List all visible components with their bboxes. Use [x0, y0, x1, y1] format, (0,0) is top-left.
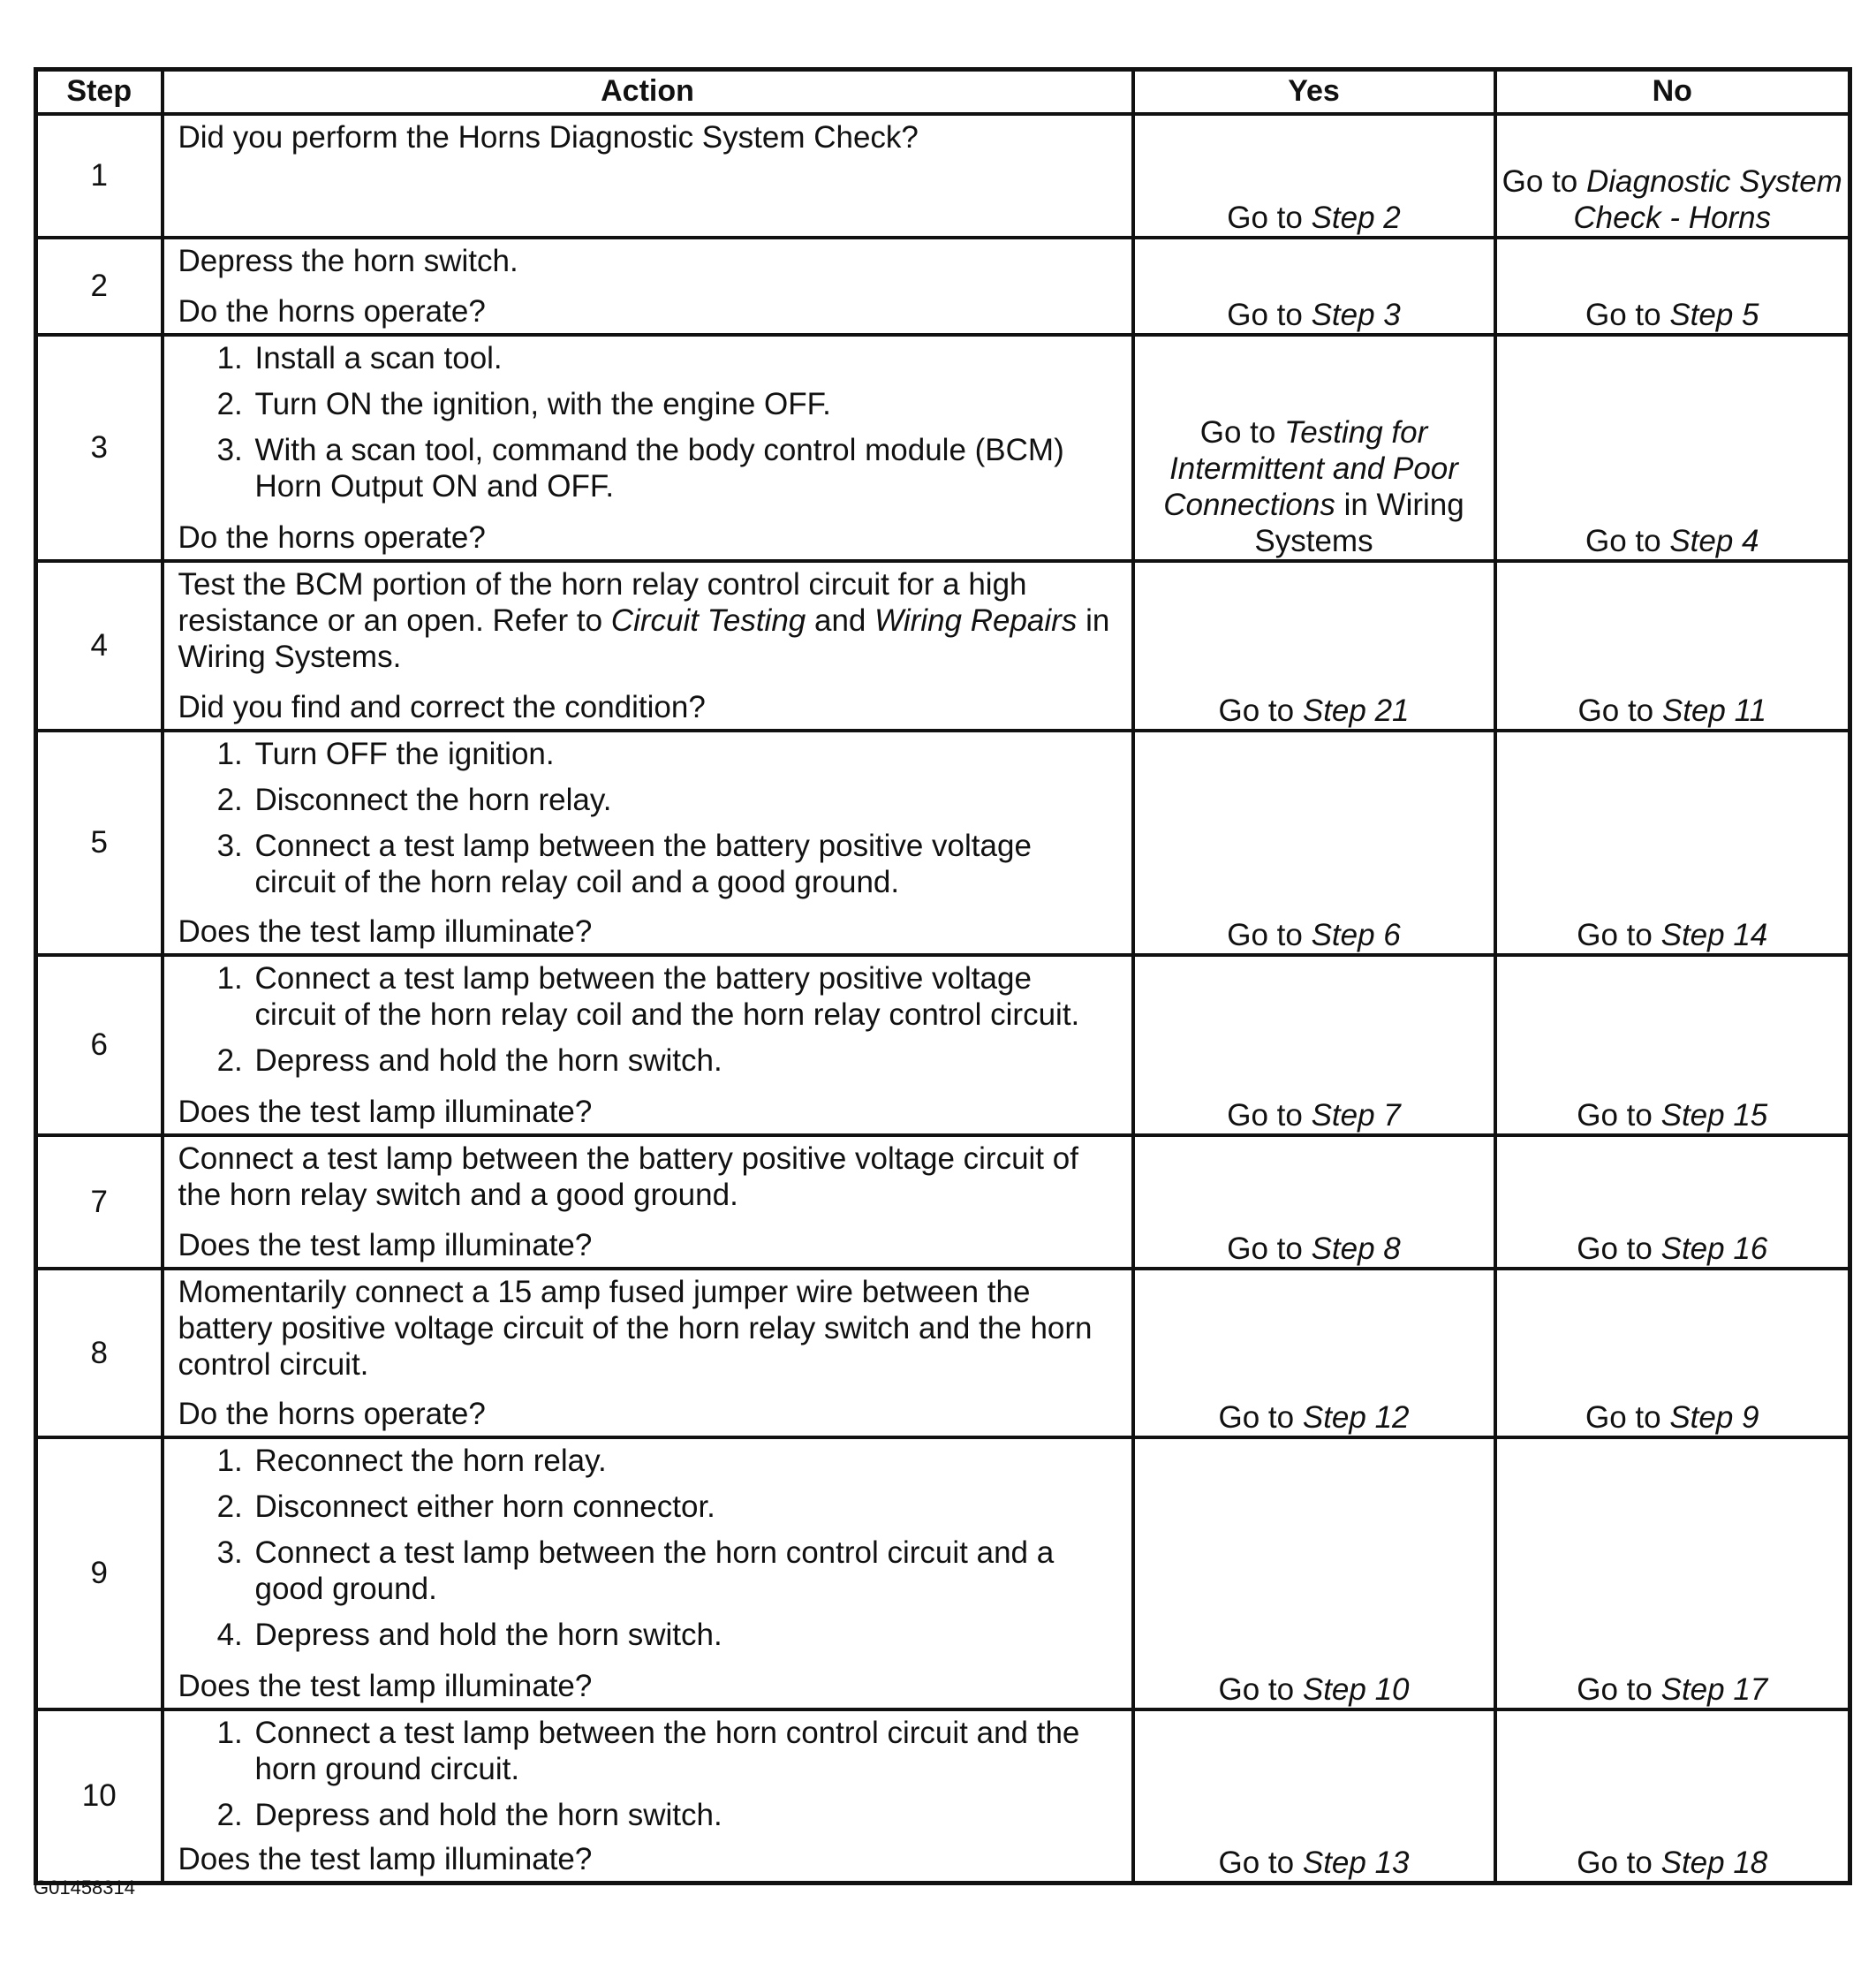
yes-target-suffix: in Wiring Systems — [1254, 487, 1464, 558]
action-question: Does the test lamp illuminate? — [178, 1668, 593, 1703]
action-steps-list — [178, 1443, 1119, 1653]
action-cell — [163, 1709, 1133, 1883]
action-cell — [163, 238, 1133, 335]
table-row — [36, 114, 1850, 238]
no-step-link: Step 4 — [1669, 523, 1759, 558]
yes-result — [1133, 731, 1495, 955]
no-result — [1495, 1437, 1850, 1709]
action-cell — [163, 1135, 1133, 1269]
action-question: Did you find and correct the condition? — [178, 689, 706, 724]
diagnostic-table — [34, 67, 1852, 1885]
action-step-item: 1. Reconnect the horn relay. — [252, 1443, 1119, 1479]
step-number: 2 — [36, 238, 163, 335]
action-question: Does the test lamp illuminate? — [178, 1841, 593, 1876]
no-step-link: Diagnostic System Check - Horns — [1573, 163, 1842, 235]
table-body — [36, 114, 1850, 1883]
no-result — [1495, 238, 1850, 335]
action-step-item: 2. Depress and hold the horn switch. — [252, 1042, 1119, 1079]
go-to-label: Go to — [1577, 1845, 1653, 1880]
action-body — [178, 960, 1119, 1079]
no-result — [1495, 1709, 1850, 1883]
action-text: Depress the horn switch. — [178, 243, 518, 278]
yes-step-link: Step 12 — [1302, 1399, 1410, 1435]
figure-id: G01458314 — [34, 1876, 135, 1899]
no-step-link: Step 16 — [1660, 1231, 1768, 1266]
action-cell — [163, 114, 1133, 238]
action-body — [178, 119, 1119, 155]
no-step-link: Step 18 — [1660, 1845, 1768, 1880]
go-to-label: Go to — [1218, 1845, 1295, 1880]
table-row — [36, 1269, 1850, 1437]
action-question: Do the horns operate? — [178, 1396, 486, 1431]
action-steps-list — [178, 960, 1119, 1079]
action-question: Do the horns operate? — [178, 519, 486, 555]
no-result — [1495, 114, 1850, 238]
action-step-item: 2. Disconnect the horn relay. — [252, 782, 1119, 818]
action-step-item: 1. Connect a test lamp between the horn control circuit and the horn ground circuit. — [252, 1715, 1119, 1787]
action-body — [178, 1141, 1119, 1213]
yes-result — [1133, 1709, 1495, 1883]
table-row — [36, 1135, 1850, 1269]
action-cell — [163, 335, 1133, 561]
action-content — [164, 1711, 1131, 1881]
action-text: Did you perform the Horns Diagnostic System Check? — [178, 119, 919, 155]
no-step-link: Step 17 — [1660, 1671, 1768, 1707]
action-step-item: 2. Depress and hold the horn switch. — [252, 1797, 1119, 1833]
action-content — [164, 732, 1131, 953]
yes-step-link: Step 3 — [1311, 297, 1401, 332]
action-steps-list — [178, 1715, 1119, 1833]
action-step-item: 2. Disconnect either horn connector. — [252, 1489, 1119, 1525]
step-column-header: Step — [36, 70, 163, 114]
table-row — [36, 955, 1850, 1135]
action-text: Momentarily connect a 15 amp fused jumper wire between the battery positive voltage circuit of the horn relay switch and the horn control circuit. — [178, 1274, 1093, 1382]
go-to-label: Go to — [1585, 523, 1661, 558]
yes-result — [1133, 335, 1495, 561]
yes-step-link: Step 8 — [1311, 1231, 1401, 1266]
yes-result — [1133, 1269, 1495, 1437]
action-question: Does the test lamp illuminate? — [178, 913, 593, 949]
table-row — [36, 1709, 1850, 1883]
action-content — [164, 957, 1131, 1133]
action-question: Does the test lamp illuminate? — [178, 1094, 593, 1129]
action-cell — [163, 561, 1133, 731]
action-step-item: 4. Depress and hold the horn switch. — [252, 1617, 1119, 1653]
no-column-header: No — [1495, 70, 1850, 114]
yes-result — [1133, 1437, 1495, 1709]
no-step-link: Step 9 — [1669, 1399, 1759, 1435]
yes-step-link: Step 21 — [1302, 693, 1410, 728]
yes-step-link: Step 10 — [1302, 1671, 1410, 1707]
action-steps-list — [178, 340, 1119, 504]
action-text-part: Test the BCM portion of the horn relay control circuit for a high resistance or an open. Refer to — [178, 566, 1027, 638]
go-to-label: Go to — [1577, 917, 1653, 952]
go-to-label: Go to — [1585, 1399, 1661, 1435]
no-step-link: Step 5 — [1669, 297, 1759, 332]
no-step-link: Step 15 — [1660, 1097, 1768, 1133]
action-content — [164, 337, 1131, 559]
action-body — [178, 1715, 1119, 1833]
go-to-label: Go to — [1218, 693, 1295, 728]
action-content — [164, 1137, 1131, 1267]
step-number: 3 — [36, 335, 163, 561]
step-number: 1 — [36, 114, 163, 238]
yes-result — [1133, 1135, 1495, 1269]
action-content — [164, 239, 1131, 333]
step-number: 10 — [36, 1709, 163, 1883]
no-result — [1495, 955, 1850, 1135]
action-text-part: in Wiring Systems. — [178, 603, 1110, 674]
action-step-item: 3. With a scan tool, command the body control module (BCM) Horn Output ON and OFF. — [252, 432, 1119, 504]
action-steps-list — [178, 736, 1119, 900]
action-text: Connect a test lamp between the battery positive voltage circuit of the horn relay switch and a good ground. — [178, 1141, 1078, 1212]
action-body — [178, 1274, 1119, 1383]
table-row — [36, 238, 1850, 335]
action-text-part: and — [814, 603, 866, 638]
yes-result — [1133, 114, 1495, 238]
yes-result — [1133, 561, 1495, 731]
yes-result — [1133, 238, 1495, 335]
yes-result — [1133, 955, 1495, 1135]
action-question: Do the horns operate? — [178, 293, 486, 329]
step-number: 6 — [36, 955, 163, 1135]
go-to-label: Go to — [1218, 1399, 1295, 1435]
go-to-label: Go to — [1227, 917, 1303, 952]
action-body — [178, 243, 1119, 279]
header-row — [36, 70, 1850, 114]
table-row — [36, 561, 1850, 731]
step-number: 7 — [36, 1135, 163, 1269]
action-body — [178, 566, 1119, 675]
action-step-item: 3. Connect a test lamp between the horn control circuit and a good ground. — [252, 1535, 1119, 1607]
action-cell — [163, 1269, 1133, 1437]
go-to-label: Go to — [1585, 297, 1661, 332]
action-step-item: 3. Connect a test lamp between the battery positive voltage circuit of the horn relay coil and a good ground. — [252, 828, 1119, 900]
go-to-label: Go to — [1502, 163, 1578, 199]
action-body — [178, 340, 1119, 504]
go-to-label: Go to — [1227, 297, 1303, 332]
action-column-header: Action — [163, 70, 1133, 114]
step-number: 4 — [36, 561, 163, 731]
action-body — [178, 1443, 1119, 1653]
action-step-item: 1. Turn OFF the ignition. — [252, 736, 1119, 772]
table-row — [36, 335, 1850, 561]
step-number: 5 — [36, 731, 163, 955]
yes-step-link: Step 7 — [1311, 1097, 1401, 1133]
go-to-label: Go to — [1227, 1231, 1303, 1266]
no-step-link: Step 11 — [1661, 693, 1766, 728]
yes-step-link: Testing for Intermittent and Poor Connections — [1163, 414, 1458, 522]
step-number: 8 — [36, 1269, 163, 1437]
no-result — [1495, 1269, 1850, 1437]
action-cell — [163, 955, 1133, 1135]
go-to-label: Go to — [1218, 1671, 1295, 1707]
action-content — [164, 1439, 1131, 1708]
circuit-testing-ref: Circuit Testing — [610, 603, 806, 638]
action-content — [164, 1270, 1131, 1436]
action-step-item: 1. Install a scan tool. — [252, 340, 1119, 376]
no-result — [1495, 561, 1850, 731]
go-to-label: Go to — [1227, 200, 1303, 235]
no-result — [1495, 1135, 1850, 1269]
action-content — [164, 563, 1131, 729]
action-step-item: 2. Turn ON the ignition, with the engine OFF. — [252, 386, 1119, 422]
table-row — [36, 731, 1850, 955]
action-text — [178, 566, 1119, 675]
go-to-label: Go to — [1577, 1671, 1653, 1707]
action-body — [178, 736, 1119, 900]
action-step-item: 1. Connect a test lamp between the battery positive voltage circuit of the horn relay coil and the horn relay control circuit. — [252, 960, 1119, 1033]
yes-step-link: Step 6 — [1311, 917, 1401, 952]
no-result — [1495, 731, 1850, 955]
go-to-label: Go to — [1577, 1231, 1653, 1266]
wiring-repairs-ref: Wiring Repairs — [874, 603, 1078, 638]
yes-column-header: Yes — [1133, 70, 1495, 114]
yes-step-link: Step 2 — [1311, 200, 1401, 235]
no-step-link: Step 14 — [1660, 917, 1768, 952]
action-cell — [163, 731, 1133, 955]
action-cell — [163, 1437, 1133, 1709]
go-to-label: Go to — [1227, 1097, 1303, 1133]
step-number: 9 — [36, 1437, 163, 1709]
no-result — [1495, 335, 1850, 561]
yes-step-link: Step 13 — [1302, 1845, 1410, 1880]
table-row — [36, 1437, 1850, 1709]
go-to-label: Go to — [1199, 414, 1276, 450]
action-content — [164, 116, 1131, 236]
action-question: Does the test lamp illuminate? — [178, 1227, 593, 1262]
go-to-label: Go to — [1577, 693, 1654, 728]
go-to-label: Go to — [1577, 1097, 1653, 1133]
